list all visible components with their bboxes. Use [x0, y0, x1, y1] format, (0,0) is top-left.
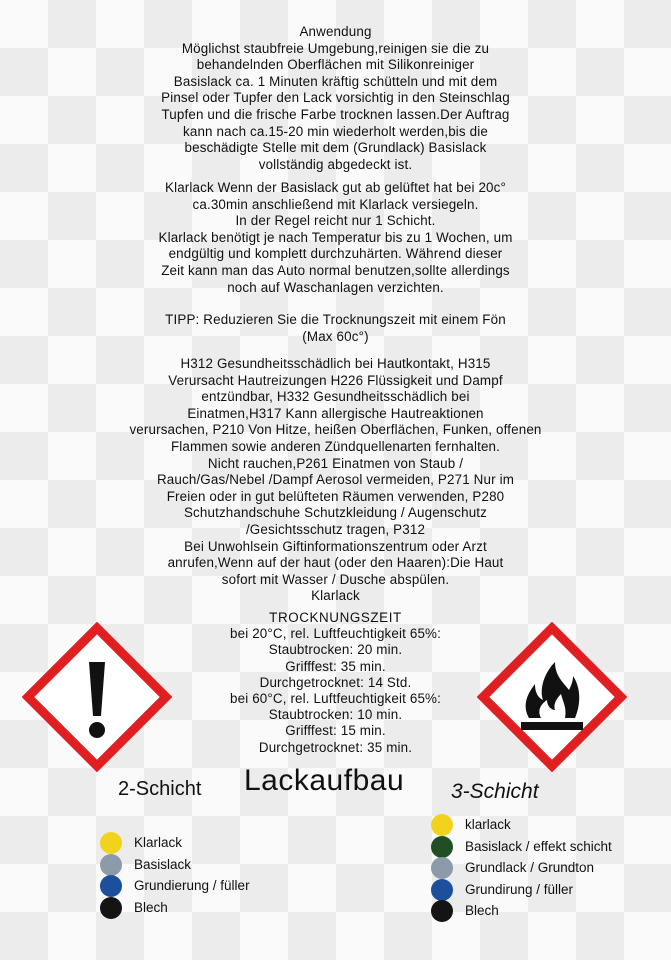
exclamation-hazard-icon: [22, 622, 172, 772]
text-line: bei 20°C, rel. Luftfeuchtigkeit 65%:: [230, 626, 441, 642]
text-line: Klarlack Wenn der Basislack gut ab gelüftet hat bei 20c°: [164, 180, 507, 195]
legend-label: Grundlack / Grundton: [465, 860, 595, 875]
legend-label: Blech: [134, 899, 168, 915]
color-dot: [100, 897, 122, 919]
text-line: Pinsel oder Tupfer den Lack vorsichtig in den Steinschlag: [161, 90, 510, 106]
legend-label: Basislack / effekt schicht: [465, 838, 612, 854]
text-line: Durchgetrocknet: 14 Std.: [259, 674, 412, 690]
text-line: Basislack ca. 1 Minuten kräftig schütteln und mit dem: [173, 73, 498, 89]
legend-label: Basislack: [134, 856, 192, 872]
text-line: entzündbar, H332 Gesundheitsschädlich bei: [201, 389, 470, 405]
text-line: (Max 60c°): [302, 328, 369, 344]
text-line: Klarlack: [311, 588, 360, 604]
text-line: Grifffest: 15 min.: [285, 723, 386, 739]
text-line: beschädigte Stelle mit dem (Grundlack) Basislack: [184, 140, 487, 156]
text-line: Rauch/Gas/Nebel /Dampf Aerosol vermeiden, P271 Nur im: [156, 472, 514, 488]
two-coat-heading: 2-Schicht: [118, 778, 202, 800]
text-line: Staubtrocken: 20 min.: [268, 642, 403, 658]
text-line: sofort mit Wasser / Dusche abspülen.: [221, 571, 450, 587]
text-line: Nicht rauchen,P261 Einatmen von Staub /: [207, 455, 464, 471]
text-line: Anwendung: [299, 24, 372, 39]
drying-time-heading: TROCKNUNGSZEIT: [269, 610, 402, 625]
text-line: bei 60°C, rel. Luftfeuchtigkeit 65%:: [230, 691, 441, 707]
legend-label: klarlack: [465, 817, 511, 832]
text-line: TIPP: Reduzieren Sie die Trocknungszeit mit einem Fön: [165, 312, 506, 327]
text-line: In der Regel reicht nur 1 Schicht.: [235, 213, 436, 229]
text-line: Zeit kann man das Auto normal benutzen,sollte allerdings: [161, 262, 510, 278]
text-line: Möglichst staubfreie Umgebung,reinigen sie die zu: [181, 40, 490, 56]
color-dot: [431, 879, 453, 901]
text-line: Freien oder in gut belüfteten Räumen verwenden, P280: [166, 488, 505, 504]
safety-block: [60, 356, 611, 605]
text-line: Klarlack benötigt je nach Temperatur bis zu 1 Wochen, um: [158, 229, 513, 245]
text-line: Flammen sowie anderen Zündquellenarten fernhalten.: [170, 438, 501, 454]
text-line: endgültig und komplett durchzuhärten. Während dieser: [168, 246, 503, 262]
color-dot: [431, 836, 453, 858]
text-line: Bei Unwohlsein Giftinformationszentrum oder Arzt: [184, 538, 487, 554]
text-line: Tupfen und die frische Farbe trocknen lassen.Der Auftrag: [161, 106, 510, 122]
text-line: ca.30min anschließend mit Klarlack versiegeln.: [192, 196, 479, 212]
text-line: noch auf Waschanlagen verzichten.: [227, 279, 444, 295]
text-line: anrufen,Wenn auf der haut (oder den Haaren):Die Haut: [167, 555, 504, 571]
text-line: Verursacht Hautreizungen H226 Flüssigkeit und Dampf: [168, 372, 503, 388]
legend-label: Grundirung / füller: [465, 881, 574, 897]
text-line: kann nach ca.15-20 min wiederholt werden,bis die: [183, 123, 488, 139]
text-line: Einatmen,H317 Kann allergische Hautreaktionen: [187, 405, 484, 421]
text-line: H312 Gesundheitsschädlich bei Hautkontakt, H315: [180, 356, 491, 371]
color-dot: [100, 854, 122, 876]
legend-label: Blech: [465, 903, 499, 918]
tip-block: [60, 312, 611, 345]
three-coat-heading: 3-Schicht: [451, 780, 539, 803]
klarlack-info-block: [60, 180, 611, 296]
flame-hazard-icon: [477, 622, 627, 772]
legend-label: Grundierung / füller: [134, 878, 250, 893]
color-dot: [431, 900, 453, 922]
text-line: /Gesichtsschutz tragen, P312: [245, 521, 426, 537]
text-line: verursachen, P210 Von Hitze, heißen Oberflächen, Funken, offenen: [129, 422, 542, 438]
text-line: Schutzhandschuhe Schutzkleidung / Augenschutz: [183, 505, 488, 521]
legend-label: Klarlack: [134, 835, 183, 850]
color-dot: [100, 832, 122, 854]
text-line: Staubtrocken: 10 min.: [268, 707, 403, 723]
text-line: Grifffest: 35 min.: [285, 658, 386, 674]
color-dot: [431, 857, 453, 879]
lackaufbau-title: Lackaufbau: [244, 764, 405, 797]
color-dot: [100, 875, 122, 897]
text-line: behandelnden Oberflächen mit Silikonreiniger: [196, 57, 475, 73]
instructions-block: [60, 24, 611, 173]
color-dot: [431, 814, 453, 836]
text-line: vollständig abgedeckt ist.: [258, 156, 413, 172]
text-line: Durchgetrocknet: 35 min.: [258, 739, 413, 755]
